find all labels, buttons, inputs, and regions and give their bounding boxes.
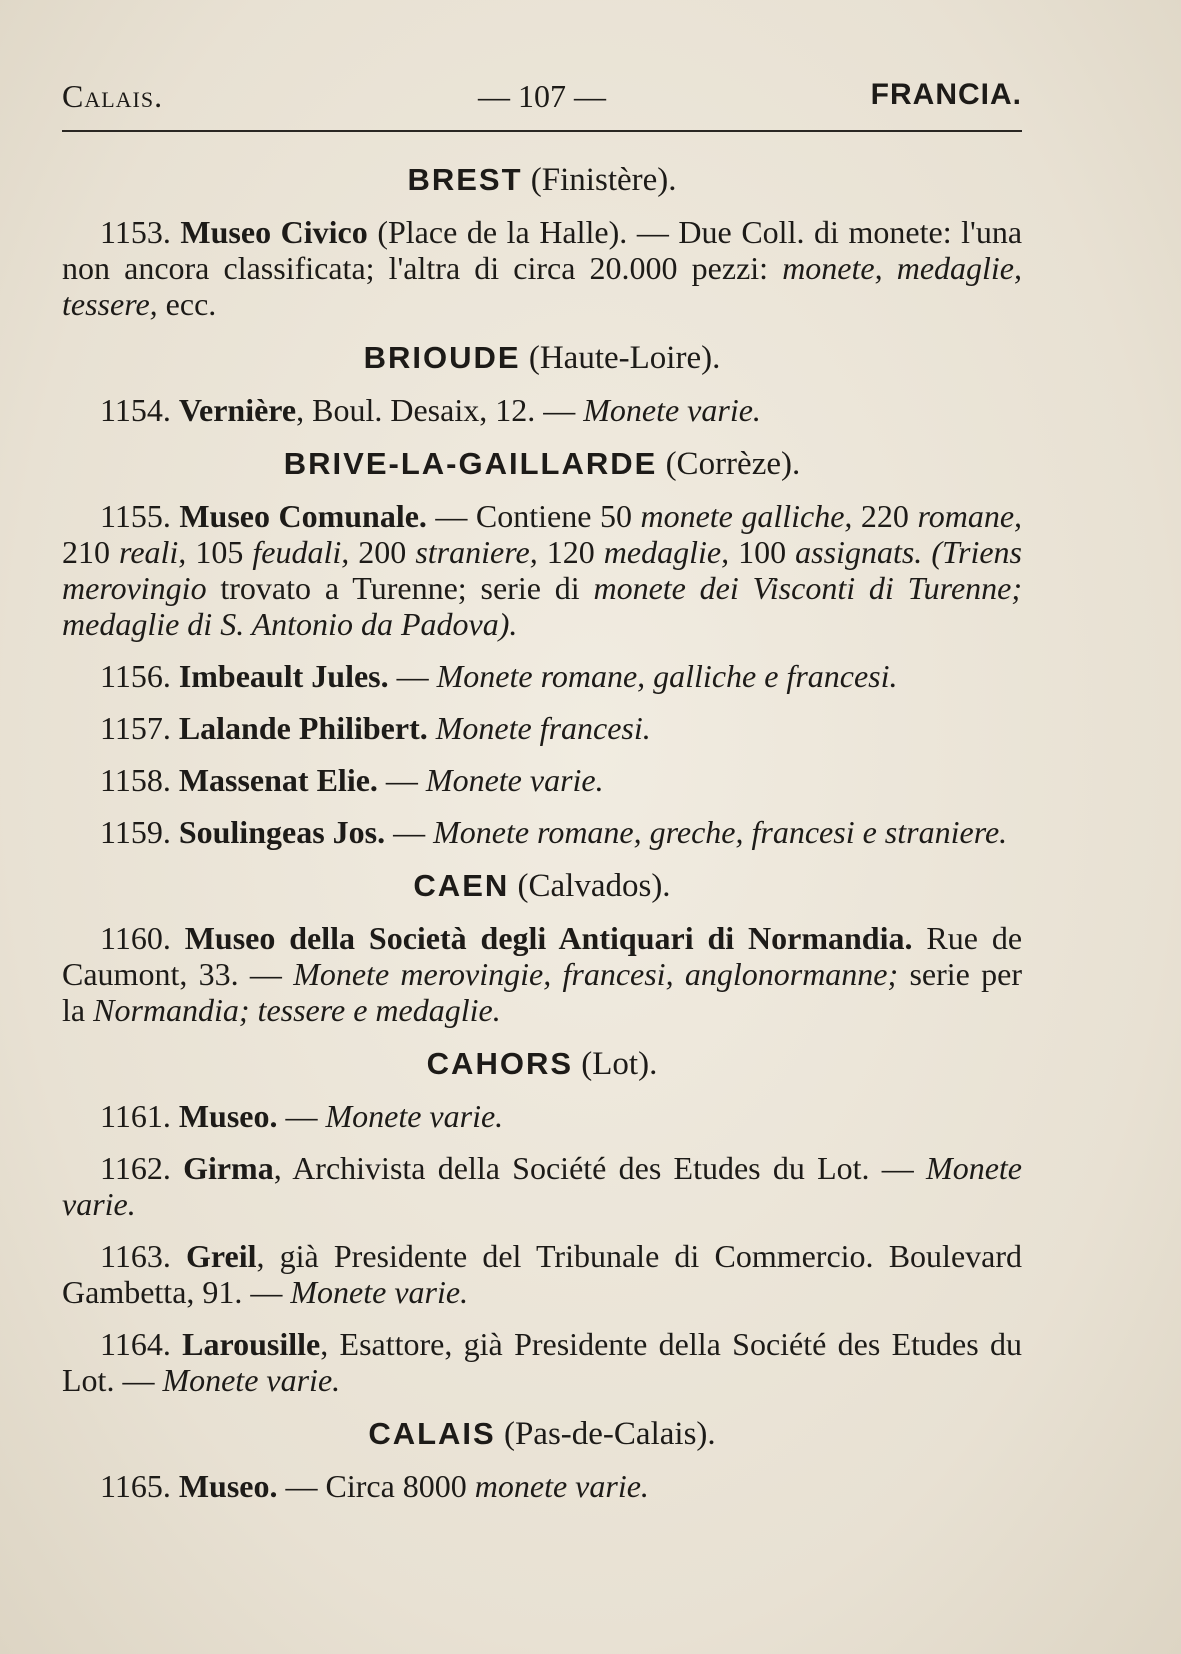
page-number: — 107 — — [478, 78, 606, 114]
italic-text: Monete varie. — [162, 1362, 341, 1398]
italic-text: Monete romane, galliche e francesi. — [436, 658, 898, 694]
section-heading — [62, 866, 1022, 906]
collector-name: Museo. — [178, 1098, 278, 1134]
catalog-entry — [62, 392, 1022, 428]
region-name: (Haute-Loire). — [520, 340, 721, 376]
collector-name: Museo Civico — [180, 214, 368, 250]
entry-text: — — [385, 814, 434, 850]
entry-number: 1158. — [100, 762, 179, 798]
entry-number: 1163. — [100, 1238, 186, 1274]
catalog-entry — [62, 1326, 1022, 1398]
collector-name: Massenat Elie. — [178, 762, 378, 798]
italic-text: monete, medaglie, tessere, — [62, 250, 1023, 322]
page-body — [62, 160, 1022, 1520]
entry-number: 1155. — [100, 498, 180, 534]
italic-text: monete varie. — [474, 1468, 649, 1504]
collector-name: Museo della Società degli Antiquari di Normandia. — [184, 920, 913, 956]
catalog-entry — [62, 214, 1022, 322]
region-name: (Lot). — [573, 1046, 658, 1082]
catalog-entry — [62, 1238, 1022, 1310]
entry-number: 1162. — [100, 1150, 184, 1186]
town-name: BRIVE-LA-GAILLARDE — [283, 446, 658, 481]
italic-text: Monete francesi. — [435, 710, 651, 746]
section-heading — [62, 338, 1022, 378]
catalog-entry — [62, 1098, 1022, 1134]
catalog-entry — [62, 920, 1022, 1028]
entry-text: 220 — [852, 498, 918, 534]
running-head-left: Calais. — [62, 78, 164, 114]
catalog-entry — [62, 658, 1022, 694]
entry-text: — — [277, 1098, 326, 1134]
town-name: BRIOUDE — [363, 340, 521, 375]
italic-text: feudali, — [252, 534, 350, 570]
entry-number: 1154. — [100, 392, 179, 428]
entry-text — [428, 710, 436, 746]
entry-text: 100 — [729, 534, 796, 570]
italic-text: Normandia; tessere e medaglie. — [93, 992, 501, 1028]
italic-text: Monete varie. — [583, 392, 761, 428]
region-name: (Pas-de-Calais). — [495, 1416, 716, 1452]
entry-text: ecc. — [157, 286, 217, 322]
entry-text: — — [388, 658, 437, 694]
italic-text: romane, — [917, 498, 1023, 534]
italic-text: Monete varie. — [290, 1274, 469, 1310]
running-head-right: FRANCIA. — [870, 78, 1022, 111]
section-heading — [62, 444, 1022, 484]
entry-text: — Contiene 50 — [426, 498, 641, 534]
italic-text: Monete romane, greche, francesi e straniere. — [433, 814, 1008, 850]
town-name: BREST — [407, 162, 523, 197]
collector-name: Greil — [185, 1238, 257, 1274]
section-heading — [62, 160, 1022, 200]
collector-name: Vernière — [178, 392, 297, 428]
entry-text: 200 — [349, 534, 416, 570]
town-name: CAEN — [413, 868, 510, 903]
catalog-entry — [62, 498, 1022, 642]
entry-number: 1164. — [100, 1326, 183, 1362]
entry-text: — — [377, 762, 426, 798]
region-name: (Corrèze). — [657, 446, 801, 482]
entry-number: 1165. — [100, 1468, 179, 1504]
section-heading — [62, 1414, 1022, 1454]
catalog-entry — [62, 710, 1022, 746]
running-head — [62, 78, 1022, 118]
town-name: CAHORS — [426, 1046, 574, 1081]
catalog-entry — [62, 1150, 1022, 1222]
collector-name: Museo Comunale. — [179, 498, 427, 534]
entry-text: 105 — [186, 534, 253, 570]
entry-text: 120 — [537, 534, 604, 570]
entry-number: 1157. — [100, 710, 179, 746]
collector-name: Museo. — [178, 1468, 278, 1504]
catalog-entry — [62, 814, 1022, 850]
collector-name: Lalande Philibert. — [178, 710, 428, 746]
entry-number: 1161. — [100, 1098, 179, 1134]
entry-text: , già Presidente del Tribunale di Commercio. Boulevard Gambetta, 91. — — [62, 1238, 1022, 1310]
catalog-entry — [62, 1468, 1022, 1504]
collector-name: Imbeault Jules. — [178, 658, 389, 694]
region-name: (Calvados). — [509, 868, 671, 904]
entry-text: — Circa 8000 — [277, 1468, 475, 1504]
entry-text: serie per la — [62, 956, 1023, 1028]
italic-text: Monete varie. — [62, 1150, 1022, 1222]
entry-number: 1153. — [100, 214, 181, 250]
italic-text: Monete varie. — [325, 1098, 504, 1134]
entry-text: trovato a Turenne; serie di — [206, 570, 594, 606]
entry-text: , Boul. Desaix, 12. — — [296, 392, 584, 428]
entry-number: 1159. — [100, 814, 179, 850]
town-name: CALAIS — [368, 1416, 496, 1451]
region-name: (Finistère). — [522, 162, 677, 198]
italic-text: monete dei Visconti di Turenne; medaglie di S. Antonio da Padova). — [62, 570, 1023, 642]
entry-text: 210 — [62, 534, 120, 570]
catalog-entry — [62, 762, 1022, 798]
italic-text: assignats. (Triens merovingio — [62, 534, 1023, 606]
entry-number: 1156. — [100, 658, 179, 694]
italic-text: Monete merovingie, francesi, anglonormanne; — [293, 956, 899, 992]
entry-number: 1160. — [100, 920, 185, 956]
collector-name: Soulingeas Jos. — [178, 814, 386, 850]
entry-text: , Archivista della Société des Etudes du Lot. — — [273, 1150, 927, 1186]
italic-text: straniere, — [415, 534, 538, 570]
italic-text: reali, — [119, 534, 187, 570]
collector-name: Larousille — [182, 1326, 321, 1362]
header-rule — [62, 130, 1022, 132]
italic-text: monete galliche, — [640, 498, 853, 534]
entry-text: (Place de la Halle). — Due Coll. di monete: l'una non ancora classificata; l'altra di circa 20.000 pezzi: — [62, 214, 1023, 286]
italic-text: Monete varie. — [425, 762, 604, 798]
entry-text: Rue de Caumont, 33. — — [62, 920, 1023, 992]
italic-text: medaglie, — [603, 534, 730, 570]
section-heading — [62, 1044, 1022, 1084]
entry-text: , Esattore, già Presidente della Société des Etudes du Lot. — — [62, 1326, 1023, 1398]
collector-name: Girma — [183, 1150, 274, 1186]
